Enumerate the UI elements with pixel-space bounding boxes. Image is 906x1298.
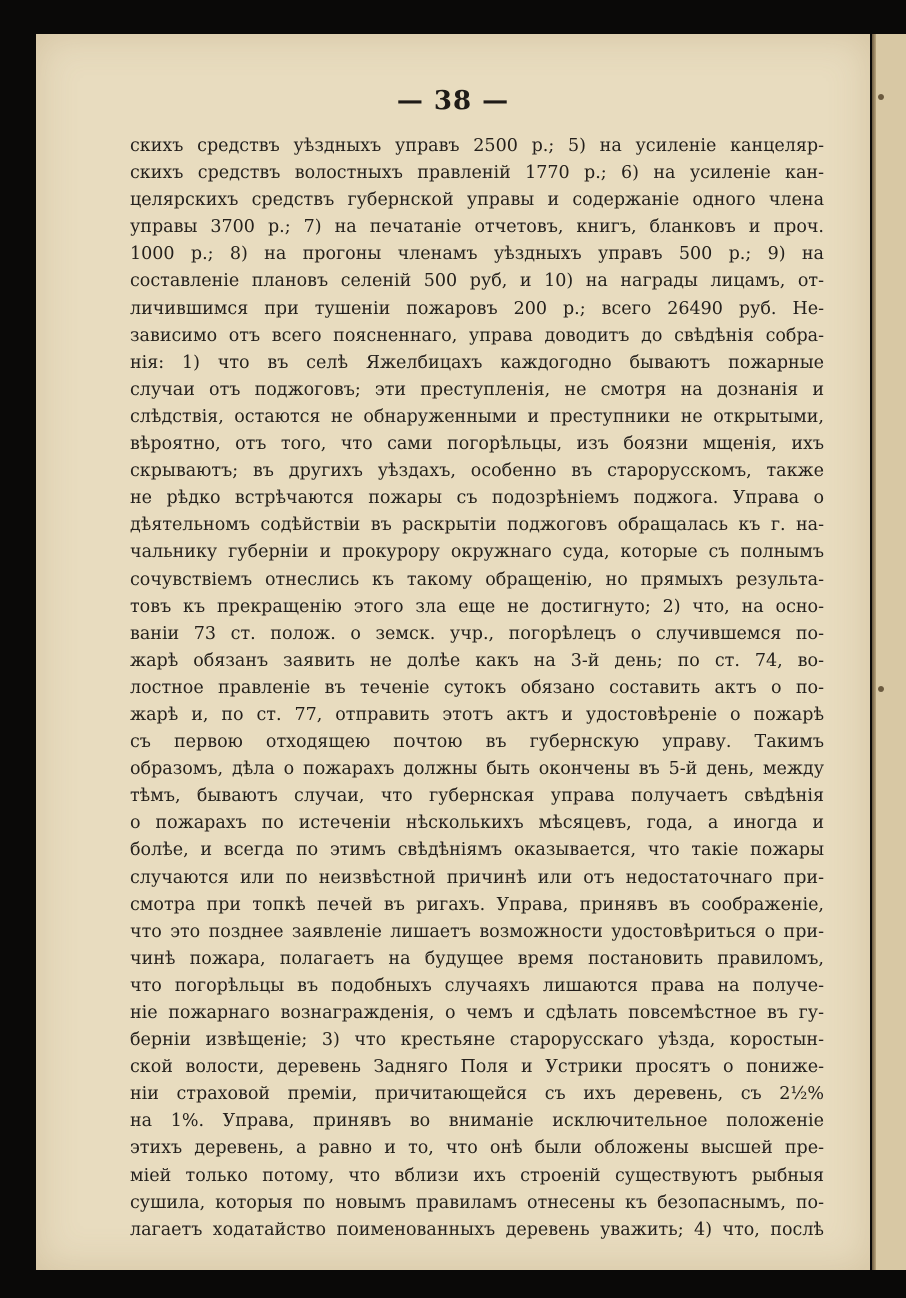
adjacent-page-edge (872, 34, 906, 1270)
text-line: скрываютъ; въ другихъ уѣздахъ, особенно въ старорусскомъ, также (130, 461, 824, 482)
text-line: что это позднее заявленіе лишаетъ возможности удостовѣриться о при- (130, 921, 824, 942)
body-text (130, 133, 824, 1244)
text-line: болѣе, и всегда по этимъ свѣдѣніямъ оказывается, что такіе пожары (130, 840, 824, 861)
text-line: составленіе плановъ селеній 500 руб, и 10) на награды лицамъ, от- (130, 271, 824, 292)
text-line: вѣроятно, отъ того, что сами погорѣльцы, изъ боязни мщенія, ихъ (130, 434, 824, 455)
text-line: берніи извѣщеніе; 3) что крестьяне старорусскаго уѣзда, коростын- (130, 1030, 824, 1051)
text-line: жарѣ и, по ст. 77, отправить этотъ актъ и удостовѣреніе о пожарѣ (130, 704, 824, 725)
text-line: ваніи 73 ст. полож. о земск. учр., погорѣлецъ о случившемся по- (130, 623, 824, 644)
binding-mark-icon (878, 94, 884, 100)
text-line: ніи страховой преміи, причитающейся съ ихъ деревень, съ 2½% (130, 1084, 824, 1105)
text-line: личившимся при тушеніи пожаровъ 200 р.; всего 26490 руб. Не- (130, 298, 824, 319)
text-line: слѣдствія, остаются не обнаруженными и преступники не открытыми, (130, 406, 824, 427)
book-page (36, 34, 870, 1270)
text-line: образомъ, дѣла о пожарахъ должны быть окончены въ 5-й день, между (130, 759, 824, 780)
text-line: лостное правленіе въ теченіе сутокъ обязано составить актъ о по- (130, 677, 824, 698)
text-line: нія: 1) что въ селѣ Яжелбицахъ каждогодно бываютъ пожарные (130, 352, 824, 373)
text-line: чинѣ пожара, полагаетъ на будущее время постановить правиломъ, (130, 948, 824, 969)
page-number: — 38 — (396, 86, 510, 116)
text-line: скихъ средствъ уѣздныхъ управъ 2500 р.; 5) на усиленіе канцеляр- (130, 136, 824, 156)
text-line: міей только потому, что вблизи ихъ строеній существуютъ рыбныя (130, 1165, 824, 1186)
text-line: ской волости, деревень Задняго Поля и Устрики просятъ о пониже- (130, 1057, 824, 1078)
text-line: на 1%. Управа, принявъ во вниманіе исключительное положеніе (130, 1111, 824, 1132)
text-line: тѣмъ, бываютъ случаи, что губернская управа получаетъ свѣдѣнія (130, 786, 824, 807)
text-line: зависимо отъ всего поясненнаго, управа доводитъ до свѣдѣнія собра- (130, 325, 824, 346)
text-line: чальнику губерніи и прокурору окружнаго суда, которые съ полнымъ (130, 542, 824, 563)
text-line: сочувствіемъ отнеслись къ такому обращенію, но прямыхъ результа- (130, 569, 824, 590)
text-line: случаются или по неизвѣстной причинѣ или отъ недостаточнаго при- (130, 867, 824, 888)
text-line: скихъ средствъ волостныхъ правленій 1770 р.; 6) на усиленіе кан- (130, 163, 824, 184)
text-line: съ первою отходящею почтою въ губернскую управу. Такимъ (130, 732, 824, 753)
text-line: случаи отъ поджоговъ; эти преступленія, не смотря на дознанія и (130, 379, 824, 400)
text-line: лагаетъ ходатайство поименованныхъ деревень уважить; 4) что, послѣ (130, 1219, 824, 1240)
page-fold (872, 34, 876, 1270)
text-line: сушила, которыя по новымъ правиламъ отнесены къ безопаснымъ, по- (130, 1192, 824, 1213)
text-line: 1000 р.; 8) на прогоны членамъ уѣздныхъ управъ 500 р.; 9) на (130, 244, 824, 265)
text-line: этихъ деревень, а равно и то, что онѣ были обложены высшей пре- (130, 1138, 824, 1159)
text-line: товъ къ прекращенію этого зла еще не достигнуто; 2) что, на осно- (130, 596, 824, 617)
text-line: ніе пожарнаго вознагражденія, о чемъ и сдѣлать повсемѣстное въ гу- (130, 1003, 824, 1023)
text-line: целярскихъ средствъ губернской управы и содержаніе одного члена (130, 190, 824, 211)
text-line: дѣятельномъ содѣйствіи въ раскрытіи поджоговъ обращалась къ г. на- (130, 515, 824, 536)
text-line: о пожарахъ по истеченіи нѣсколькихъ мѣсяцевъ, года, а иногда и (130, 813, 824, 834)
binding-mark-icon (878, 686, 884, 692)
text-line: жарѣ обязанъ заявить не долѣе какъ на 3-й день; по ст. 74, во- (130, 650, 824, 671)
text-line: не рѣдко встрѣчаются пожары съ подозрѣніемъ поджога. Управа о (130, 488, 824, 509)
text-line: смотра при топкѣ печей въ ригахъ. Управа, принявъ въ соображеніе, (130, 894, 824, 915)
text-line: управы 3700 р.; 7) на печатаніе отчетовъ, книгъ, бланковъ и проч. (130, 217, 824, 238)
text-line: что погорѣльцы въ подобныхъ случаяхъ лишаются права на получе- (130, 975, 824, 996)
